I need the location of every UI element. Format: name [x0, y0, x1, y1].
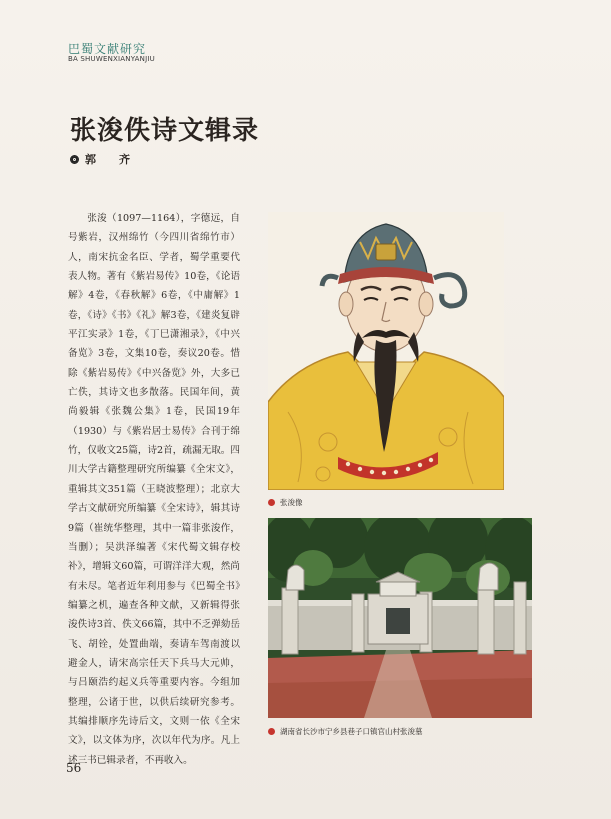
- article-title: 张浚佚诗文辑录: [70, 116, 260, 146]
- tomb-caption-text: 湖南省长沙市宁乡县巷子口镇官山村张浚墓: [280, 727, 423, 736]
- tomb-illustration: [268, 518, 532, 718]
- caption-dot-icon: [268, 499, 275, 506]
- article-body: 张浚（1097—1164），字德远，自号紫岩，汉州绵竹（今四川省绵竹市）人，南宋抗金名臣、学者，蜀学重要代表人物。著有《紫岩易传》10卷，《论语解》4卷，《春秋解》6卷，《中庸解》1卷，《诗》《书》《礼》解3卷，《建炎复辟平江实录》1卷，《丁巳潇湘录》，《中兴备览》3卷，文集10卷，奏议20卷。惜除《紫岩易传》《中兴备览》外，大多已亡佚，其诗文也多散落。民国年间，黄尚毅辑《张魏公集》1卷，民国19年（1930）与《紫岩居士易传》合刊于绵竹，仅收文25篇，诗2首，疏漏无取。四川大学古籍整理研究所编纂《全宋文》，重辑其文351篇（王晓波整理）；北京大学古文献研究所编纂《全宋诗》，辑其诗9篇（崔统华整理，其中一篇非张浚作，当删）；吴洪泽编著《宋代蜀文辑存校补》，增辑文60篇，可谓洋洋大观，然尚有未尽。笔者近年利用参与《巴蜀全书》编纂之机，遍查各种文献，又新辑得张浚佚诗3首、佚文66篇，其中不乏弹劾岳飞、胡铨，处置曲端，奏请车驾南渡以避金人，请宋高宗任天下兵马大元帅，与吕颐浩约起义兵等重要内容。今组加整理，公诸于世，以供后续研究参考。其编排顺序先诗后文，文则一依《全宋文》，以文体为序，次以年代为序。凡上述三书已辑录者，不再收入。: [68, 213, 240, 766]
- tomb-photo: [268, 518, 532, 718]
- portrait-image: [268, 212, 504, 490]
- caption-dot-icon: [268, 728, 275, 735]
- author-bullet-icon: [70, 155, 79, 164]
- article-author: [70, 151, 136, 167]
- portrait-illustration: [268, 212, 504, 490]
- portrait-caption: [268, 497, 303, 508]
- tomb-caption: [268, 726, 423, 737]
- journal-name: 巴蜀文献研究: [68, 42, 147, 56]
- journal-pinyin: BA SHUWENXIANYANJIU: [68, 55, 155, 63]
- author-name: 郭 齐: [85, 153, 136, 166]
- page-number: 56: [66, 761, 82, 775]
- portrait-caption-text: 张浚像: [280, 498, 303, 507]
